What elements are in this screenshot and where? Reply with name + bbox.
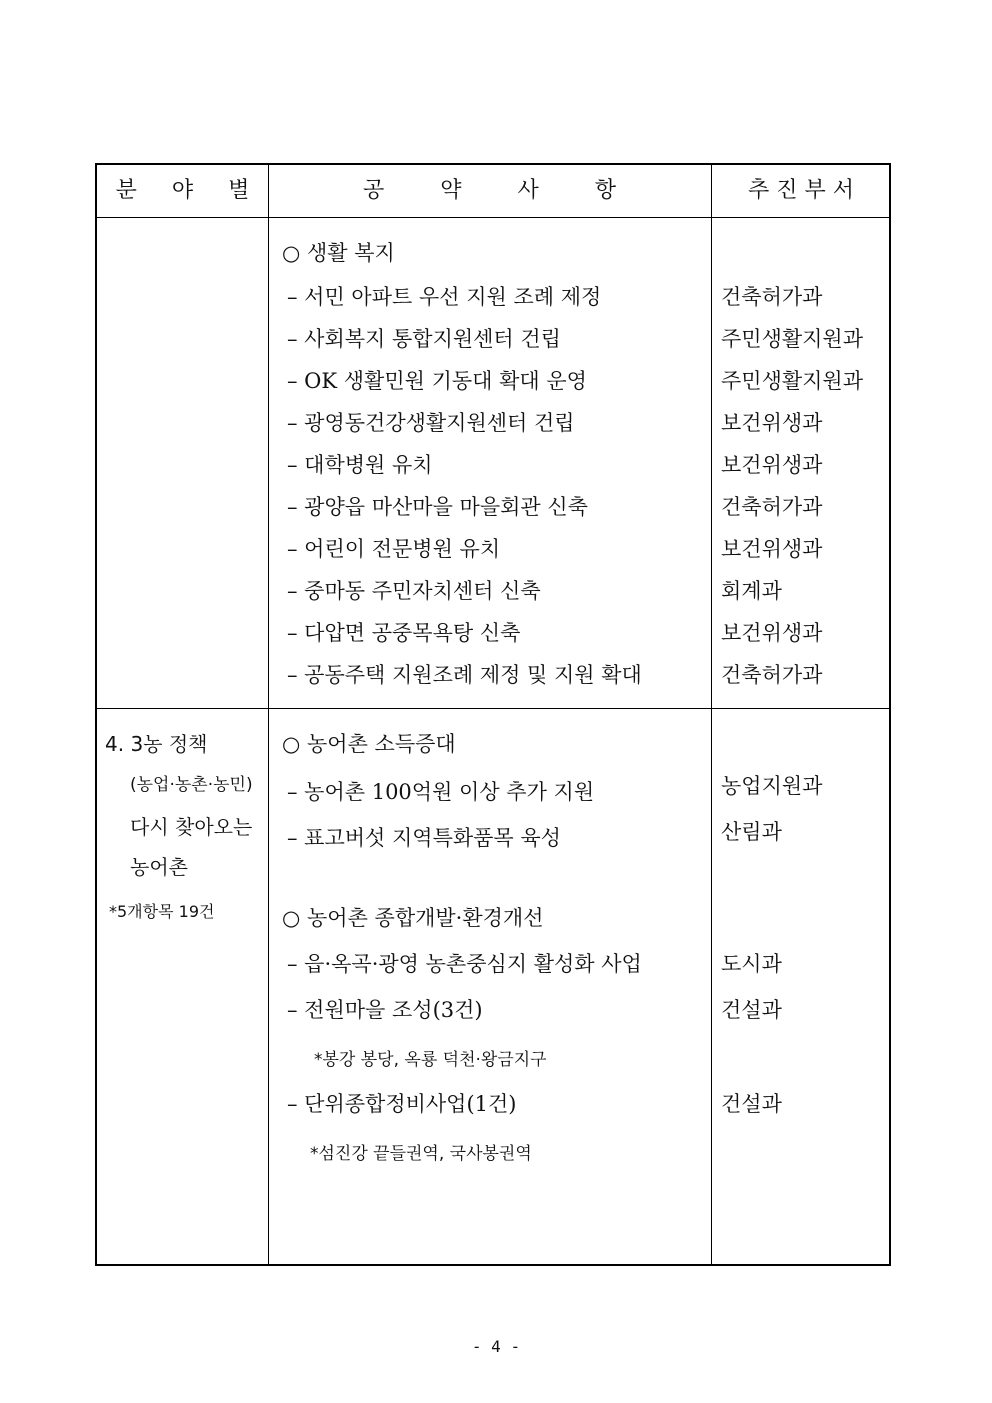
header-divider [97, 217, 889, 218]
header-pledge-char: 공 [362, 178, 385, 203]
header-department: 추진부서 [747, 178, 861, 203]
page-number: - 4 - [471, 1337, 521, 1356]
department: 건축허가과 [721, 663, 823, 687]
pledge-item: – 광영동건강생활지원센터 건립 [287, 411, 575, 435]
department: 주민생활지원과 [721, 327, 864, 351]
department: 주민생활지원과 [721, 369, 864, 393]
item-note: *섬진강 끝들권역, 국사봉권역 [310, 1144, 532, 1164]
category-subtitle: (농업·농촌·농민) [130, 775, 253, 795]
column-divider [711, 165, 712, 1264]
department: 건설과 [721, 998, 782, 1022]
department: 보건위생과 [721, 621, 823, 645]
pledge-item: – 농어촌 100억원 이상 추가 지원 [287, 780, 595, 804]
section-heading: ○ 농어촌 종합개발·환경개선 [282, 906, 544, 930]
pledge-item: – OK 생활민원 기동대 확대 운영 [287, 369, 587, 393]
pledge-item: – 표고버섯 지역특화품목 육성 [287, 826, 561, 850]
department: 보건위생과 [721, 537, 823, 561]
row-divider [97, 708, 889, 709]
category-line: 다시 찾아오는 [130, 815, 253, 839]
column-divider [268, 165, 269, 1264]
pledge-item: – 광양읍 마산마을 마을회관 신축 [287, 495, 588, 519]
department: 보건위생과 [721, 411, 823, 435]
category-line: 농어촌 [130, 855, 188, 879]
department: 도시과 [721, 952, 782, 976]
pledge-item: – 다압면 공중목욕탕 신축 [287, 621, 521, 645]
header-category: 분 야 별 [115, 178, 264, 203]
pledge-item: – 대학병원 유치 [287, 453, 433, 477]
pledge-item: – 사회복지 통합지원센터 건립 [287, 327, 561, 351]
section-heading: ○ 농어촌 소득증대 [282, 732, 456, 756]
department: 건축허가과 [721, 285, 823, 309]
department: 산림과 [721, 820, 782, 844]
pledge-item: – 전원마을 조성(3건) [287, 998, 483, 1022]
department: 건설과 [721, 1092, 782, 1116]
pledge-item: – 중마동 주민자치센터 신축 [287, 579, 541, 603]
pledge-item: – 읍·옥곡·광영 농촌중심지 활성화 사업 [287, 952, 642, 976]
department: 농업지원과 [721, 774, 823, 798]
pledge-table [95, 163, 891, 1266]
section-heading: ○ 생활 복지 [282, 241, 395, 265]
category-count: *5개항목 19건 [109, 902, 215, 921]
department: 보건위생과 [721, 453, 823, 477]
pledge-item: – 공동주택 지원조례 제정 및 지원 확대 [287, 663, 642, 687]
header-pledge-char: 항 [594, 178, 617, 203]
header-pledge-char: 사 [517, 178, 539, 203]
category-title: 4. 3농 정책 [105, 732, 208, 756]
header-pledge-char: 약 [440, 178, 462, 203]
item-note: *봉강 봉당, 옥룡 덕천·왕금지구 [314, 1050, 547, 1070]
pledge-item: – 단위종합정비사업(1건) [287, 1092, 517, 1116]
header-pledge [268, 165, 711, 217]
pledge-item: – 어린이 전문병원 유치 [287, 537, 501, 561]
pledge-item: – 서민 아파트 우선 지원 조례 제정 [287, 285, 602, 309]
department: 건축허가과 [721, 495, 823, 519]
department: 회계과 [721, 579, 782, 603]
